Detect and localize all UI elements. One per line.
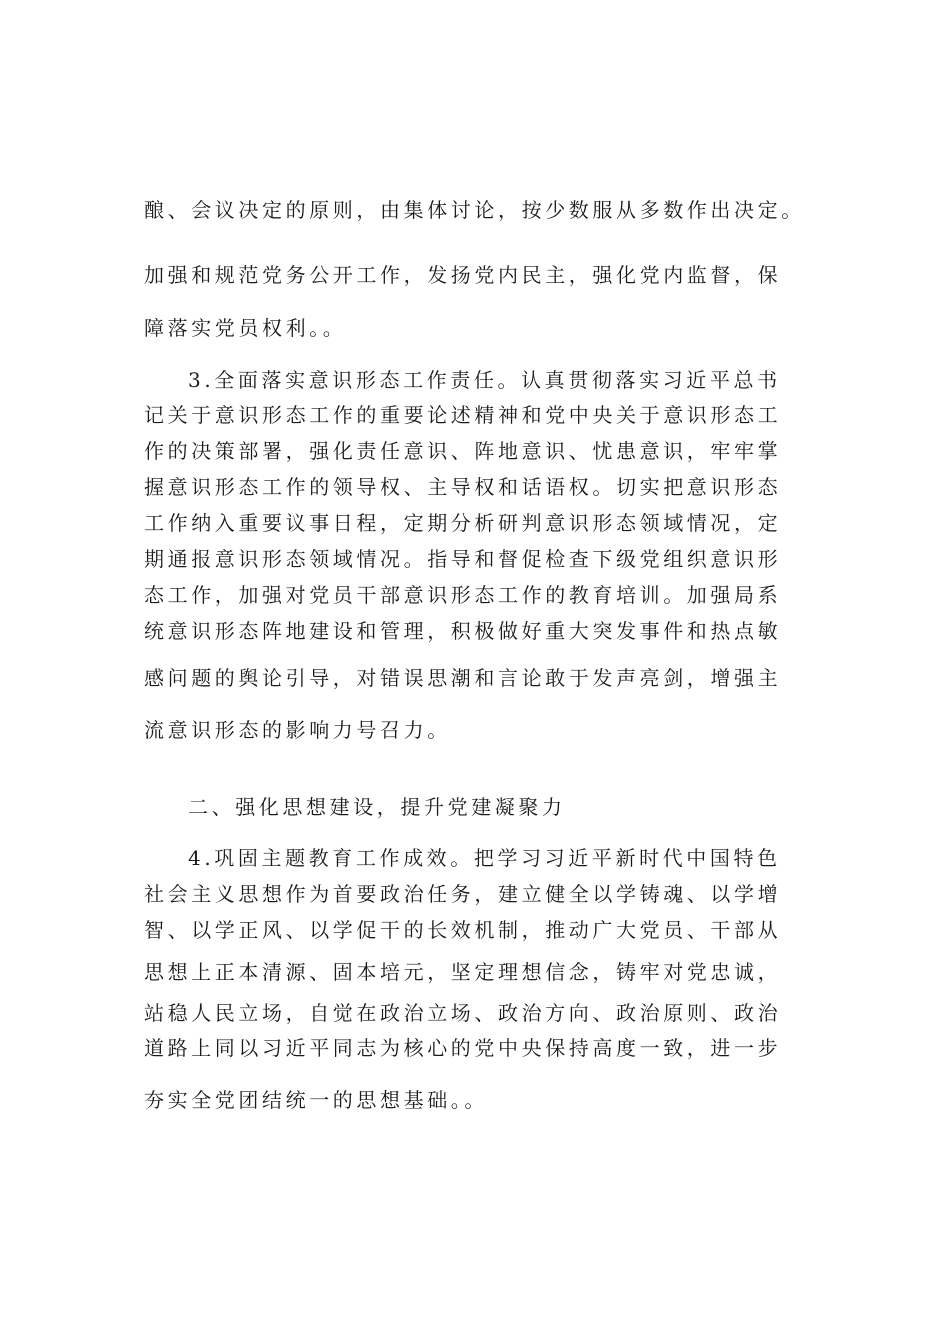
text-line: 流意识形态的影响力号召力。 xyxy=(144,718,451,742)
section-heading: 二、强化思想建设，提升党建凝聚力 xyxy=(188,795,566,819)
text-line: 智、以学正风、以学促干的长效机制，推动广大党员、干部从 xyxy=(144,918,782,942)
text-line: 工作纳入重要议事日程，定期分析研判意识形态领域情况，定 xyxy=(144,511,782,535)
text-line: 统意识形态阵地建设和管理，积极做好重大突发事件和热点敏 xyxy=(144,619,782,643)
text-line: 站稳人民立场，自觉在政治立场、政治方向、政治原则、政治 xyxy=(144,1001,782,1025)
text-line: 加强和规范党务公开工作，发扬党内民主，强化党内监督，保 xyxy=(144,263,782,287)
text-line: 3.全面落实意识形态工作责任。认真贯彻落实习近平总书 xyxy=(188,368,781,392)
text-line: 态工作，加强对党员干部意识形态工作的教育培训。加强局系 xyxy=(144,583,782,607)
text-line: 社会主义思想作为首要政治任务，建立健全以学铸魂、以学增 xyxy=(144,882,782,906)
text-line: 4.巩固主题教育工作成效。把学习习近平新时代中国特色 xyxy=(188,846,781,870)
text-line: 道路上同以习近平同志为核心的党中央保持高度一致，进一步 xyxy=(144,1036,782,1060)
text-line: 障落实党员权利。。 xyxy=(144,316,347,340)
text-line: 握意识形态工作的领导权、主导权和话语权。切实把意识形态 xyxy=(144,475,782,499)
text-line: 期通报意识形态领域情况。指导和督促检查下级党组织意识形 xyxy=(144,547,782,571)
text-line: 记关于意识形态工作的重要论述精神和党中央关于意识形态工 xyxy=(144,403,782,427)
text-line: 作的决策部署，强化责任意识、阵地意识、忧患意识，牢牢掌 xyxy=(144,439,782,463)
text-line: 夯实全党团结统一的思想基础。。 xyxy=(144,1088,488,1112)
text-line: 感问题的舆论引导，对错误思潮和言论敢于发声亮剑，增强主 xyxy=(144,666,782,690)
text-line: 酿、会议决定的原则，由集体讨论，按少数服从多数作出决定。 xyxy=(144,198,805,222)
text-line: 思想上正本清源、固本培元，坚定理想信念，铸牢对党忠诚， xyxy=(144,960,782,984)
